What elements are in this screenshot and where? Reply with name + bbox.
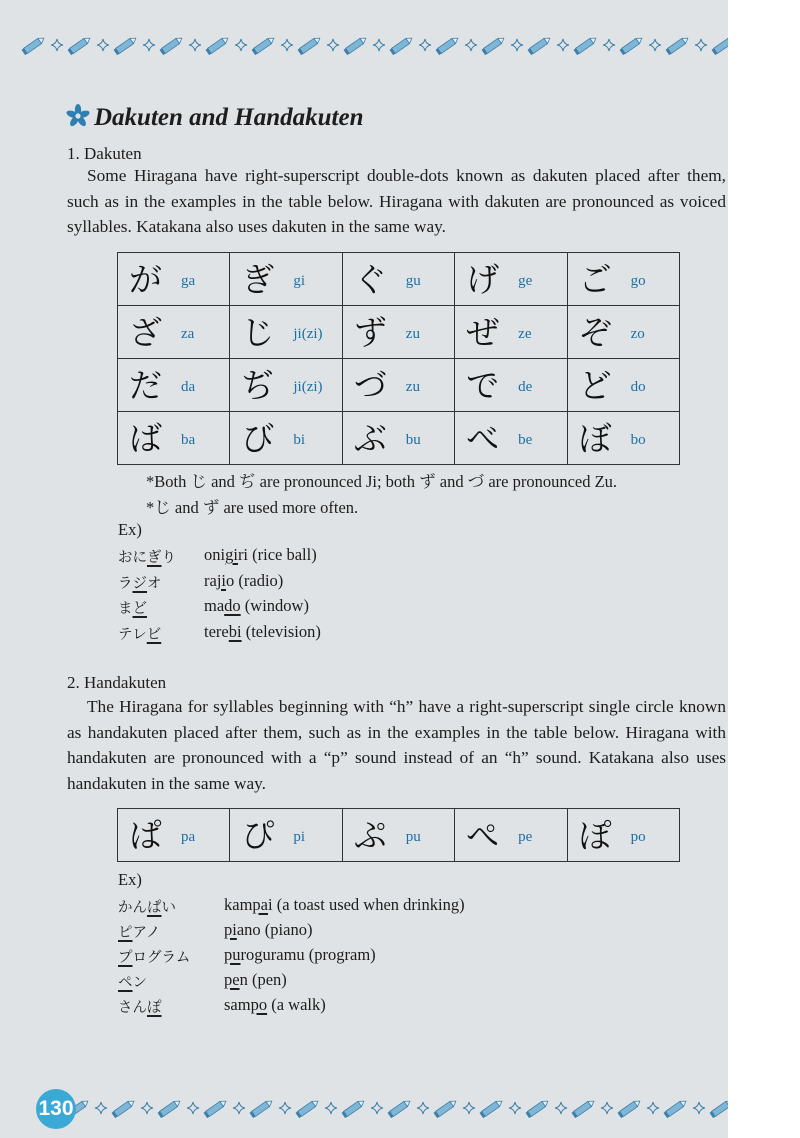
romaji-reading: go bbox=[630, 272, 646, 289]
kana-cell-content bbox=[455, 418, 566, 458]
underlined-kana: プ bbox=[118, 950, 133, 966]
section1-paragraph: Some Hiragana have right-superscript double-dots known as dakuten placed after them, such as in the examples in the table below. Hiragana with dakuten are pronounced as voiced syllables. Katakana also uses dakuten in the same way. bbox=[67, 166, 726, 236]
kana-row bbox=[118, 809, 680, 862]
kana-text: かん bbox=[118, 900, 147, 916]
kana-text: ログラム bbox=[132, 950, 191, 966]
kana-cell-content bbox=[568, 259, 679, 299]
romaji-reading: pa bbox=[181, 828, 196, 845]
romaji-text: tere bbox=[204, 621, 229, 641]
romaji-reading: bo bbox=[630, 431, 646, 448]
example-romaji bbox=[224, 970, 287, 990]
example-japanese bbox=[118, 572, 162, 593]
romaji-reading: ge bbox=[518, 272, 533, 289]
kana-text: ラ bbox=[118, 575, 133, 592]
kana-text: り bbox=[161, 550, 176, 566]
kana-cell-content bbox=[455, 312, 566, 352]
section1-heading: 1. Dakuten bbox=[67, 144, 142, 163]
kana-cell bbox=[342, 306, 454, 359]
romaji-reading: ji(zi) bbox=[293, 325, 323, 342]
kana-character: げ bbox=[466, 259, 500, 299]
kana-character: ぐ bbox=[353, 259, 387, 299]
romaji-reading: pi bbox=[293, 828, 306, 845]
romaji-text: (window) bbox=[240, 596, 309, 615]
flower-icon bbox=[66, 104, 90, 128]
romaji-text: (a walk) bbox=[267, 995, 326, 1014]
kana-cell-content bbox=[118, 365, 229, 405]
kana-cell bbox=[230, 412, 342, 465]
examples-label-2: Ex) bbox=[118, 870, 142, 889]
romaji-text: ri (rice ball) bbox=[237, 545, 317, 564]
kana-cell-content bbox=[118, 815, 229, 855]
kana-cell bbox=[118, 306, 230, 359]
example-japanese bbox=[118, 597, 147, 618]
kana-cell-content bbox=[343, 312, 454, 352]
kana-character: ぷ bbox=[353, 815, 387, 855]
kana-row bbox=[118, 306, 680, 359]
romaji-text: ra bbox=[204, 570, 217, 590]
kana-cell bbox=[455, 253, 567, 306]
kana-character: じ bbox=[241, 312, 275, 352]
example-romaji bbox=[204, 571, 283, 591]
page-number: 130 bbox=[36, 1089, 76, 1129]
example-japanese bbox=[118, 946, 190, 967]
kana-text: ン bbox=[132, 975, 147, 991]
kana-cell-content bbox=[343, 815, 454, 855]
kana-cell-content bbox=[343, 418, 454, 458]
decorative-pencil-border-top bbox=[20, 32, 728, 58]
underlined-kana: ぽ bbox=[147, 1000, 162, 1016]
romaji-reading: ga bbox=[181, 272, 196, 289]
kana-character: ぎ bbox=[241, 259, 275, 299]
kana-character: ぢ bbox=[241, 365, 275, 405]
kana-cell-content bbox=[230, 365, 341, 405]
kana-cell bbox=[455, 809, 567, 862]
underlined-kana: ど bbox=[132, 601, 147, 617]
romaji-reading: pe bbox=[518, 828, 533, 845]
kana-character: ぺ bbox=[466, 815, 500, 855]
romaji-text: ano (piano) bbox=[236, 920, 313, 939]
example-romaji bbox=[224, 945, 376, 965]
underlined-romaji: po bbox=[250, 995, 268, 1014]
kana-character: ぼ bbox=[578, 418, 612, 458]
romaji-text: o (radio) bbox=[226, 570, 284, 590]
example-romaji bbox=[204, 596, 309, 616]
kana-cell bbox=[567, 359, 679, 412]
kana-text: オ bbox=[147, 575, 162, 592]
page-title bbox=[66, 104, 364, 132]
kana-character: ぞ bbox=[578, 312, 612, 352]
romaji-reading: zu bbox=[405, 325, 420, 342]
kana-cell-content bbox=[568, 365, 679, 405]
example-romaji bbox=[204, 545, 317, 565]
kana-cell bbox=[455, 359, 567, 412]
kana-cell bbox=[230, 306, 342, 359]
example-japanese bbox=[118, 996, 162, 1017]
kana-cell bbox=[342, 253, 454, 306]
kana-character: が bbox=[129, 259, 162, 299]
kana-cell bbox=[342, 809, 454, 862]
romaji-reading: be bbox=[518, 431, 533, 448]
kana-cell bbox=[118, 412, 230, 465]
underlined-kana: ピ bbox=[118, 925, 133, 941]
title-text: Dakuten and Handakuten bbox=[94, 104, 364, 131]
kana-cell-content bbox=[343, 259, 454, 299]
kana-cell bbox=[567, 809, 679, 862]
underlined-romaji: pa bbox=[252, 895, 268, 914]
kana-cell bbox=[230, 359, 342, 412]
kana-cell bbox=[230, 253, 342, 306]
kana-character: べ bbox=[466, 418, 500, 458]
romaji-reading: da bbox=[181, 378, 196, 395]
romaji-text: sam bbox=[224, 995, 251, 1014]
underlined-romaji: pi bbox=[224, 920, 237, 939]
decorative-pencil-border-bottom bbox=[64, 1095, 728, 1121]
romaji-reading: do bbox=[630, 378, 646, 395]
kana-row bbox=[118, 253, 680, 306]
kana-cell bbox=[455, 412, 567, 465]
kana-text: アノ bbox=[132, 925, 161, 941]
kana-character: で bbox=[466, 365, 500, 405]
kana-text: い bbox=[161, 900, 176, 916]
example-romaji bbox=[224, 895, 465, 915]
kana-character: ど bbox=[578, 365, 612, 405]
example-japanese bbox=[118, 896, 176, 917]
kana-cell-content bbox=[230, 418, 341, 458]
romaji-text: (television) bbox=[241, 621, 321, 641]
kana-character: び bbox=[241, 418, 275, 458]
underlined-romaji: pu bbox=[224, 945, 241, 964]
kana-character: づ bbox=[353, 365, 387, 405]
kana-cell-content bbox=[230, 312, 341, 352]
example-japanese bbox=[118, 623, 161, 644]
kana-text: テレ bbox=[118, 626, 147, 643]
kana-character: ば bbox=[129, 418, 162, 458]
kana-cell bbox=[342, 412, 454, 465]
note-pronunciation: *Both じ and ぢ are pronounced Ji; both ず and づ are pronounced Zu. bbox=[146, 472, 618, 491]
underlined-kana: ペ bbox=[118, 975, 133, 991]
kana-cell-content bbox=[568, 418, 679, 458]
examples-label-1: Ex) bbox=[118, 520, 142, 539]
kana-cell-content bbox=[455, 259, 566, 299]
kana-cell-content bbox=[568, 312, 679, 352]
kana-character: ぽ bbox=[578, 815, 612, 855]
underlined-kana: ぎ bbox=[147, 550, 162, 566]
romaji-reading: zo bbox=[630, 325, 645, 342]
romaji-text: kam bbox=[224, 895, 253, 914]
dakuten-table bbox=[117, 252, 680, 465]
kana-text: さん bbox=[118, 1000, 147, 1016]
romaji-reading: pu bbox=[405, 828, 421, 845]
kana-cell bbox=[118, 809, 230, 862]
kana-character: ぶ bbox=[353, 418, 387, 458]
kana-cell bbox=[118, 359, 230, 412]
kana-cell-content bbox=[118, 312, 229, 352]
section2-paragraph: The Hiragana for syllables beginning with “h” have a right-superscript single circle known as handakuten placed after them, such as in the examples in the table below. Hiragana with handakuten are pronounced with a “p” sound instead of an “h” sound. Katakana also uses handakuten in the same way. bbox=[67, 697, 726, 793]
kana-cell-content bbox=[568, 815, 679, 855]
example-romaji bbox=[224, 920, 312, 940]
romaji-reading: gi bbox=[293, 272, 306, 289]
kana-character: ご bbox=[578, 259, 612, 299]
kana-character: ぜ bbox=[466, 312, 500, 352]
kana-cell-content bbox=[343, 365, 454, 405]
kana-cell bbox=[230, 809, 342, 862]
romaji-reading: po bbox=[630, 828, 646, 845]
kana-cell-content bbox=[230, 815, 341, 855]
kana-row bbox=[118, 359, 680, 412]
kana-cell-content bbox=[455, 365, 566, 405]
handakuten-table bbox=[117, 808, 680, 862]
underlined-romaji: ji bbox=[216, 570, 226, 590]
kana-row bbox=[118, 412, 680, 465]
kana-text: おに bbox=[118, 550, 147, 566]
romaji-text: oni bbox=[204, 545, 226, 564]
section2-heading: 2. Handakuten bbox=[67, 673, 167, 692]
underlined-romaji: bi bbox=[228, 621, 242, 641]
underlined-romaji: gi bbox=[225, 545, 238, 564]
romaji-text: ma bbox=[204, 596, 225, 615]
underlined-romaji: do bbox=[224, 596, 241, 615]
kana-character: ぴ bbox=[241, 815, 275, 855]
underlined-kana: ジ bbox=[132, 575, 147, 592]
kana-character: ぱ bbox=[129, 815, 162, 855]
romaji-reading: de bbox=[518, 378, 533, 395]
underlined-romaji: pe bbox=[224, 970, 240, 989]
romaji-reading: zu bbox=[405, 378, 420, 395]
kana-cell bbox=[567, 306, 679, 359]
note-usage: *じ and ず are used more often. bbox=[146, 498, 359, 517]
romaji-reading: za bbox=[181, 325, 195, 342]
kana-cell bbox=[567, 412, 679, 465]
romaji-text: roguramu (program) bbox=[240, 945, 376, 964]
kana-cell bbox=[118, 253, 230, 306]
kana-cell-content bbox=[118, 418, 229, 458]
romaji-reading: bu bbox=[405, 431, 421, 448]
romaji-reading: bi bbox=[293, 431, 306, 448]
underlined-kana: ビ bbox=[146, 626, 162, 643]
kana-cell bbox=[455, 306, 567, 359]
kana-cell-content bbox=[455, 815, 566, 855]
romaji-reading: gu bbox=[405, 272, 421, 289]
example-romaji bbox=[204, 622, 321, 642]
kana-character: ず bbox=[353, 312, 387, 352]
kana-character: だ bbox=[129, 365, 162, 405]
romaji-text: i (a toast used when drinking) bbox=[268, 895, 465, 914]
kana-text: ま bbox=[118, 601, 133, 617]
example-japanese bbox=[118, 921, 160, 942]
romaji-text: n (pen) bbox=[239, 970, 287, 989]
example-romaji bbox=[224, 995, 326, 1015]
kana-cell bbox=[342, 359, 454, 412]
kana-cell-content bbox=[118, 259, 229, 299]
romaji-reading: ze bbox=[518, 325, 532, 342]
example-japanese bbox=[118, 971, 147, 992]
underlined-kana: ぱ bbox=[147, 900, 162, 916]
kana-cell bbox=[567, 253, 679, 306]
kana-cell-content bbox=[230, 259, 341, 299]
romaji-reading: ba bbox=[181, 431, 196, 448]
romaji-reading: ji(zi) bbox=[293, 378, 323, 395]
kana-character: ざ bbox=[129, 312, 162, 352]
example-japanese bbox=[118, 546, 176, 567]
